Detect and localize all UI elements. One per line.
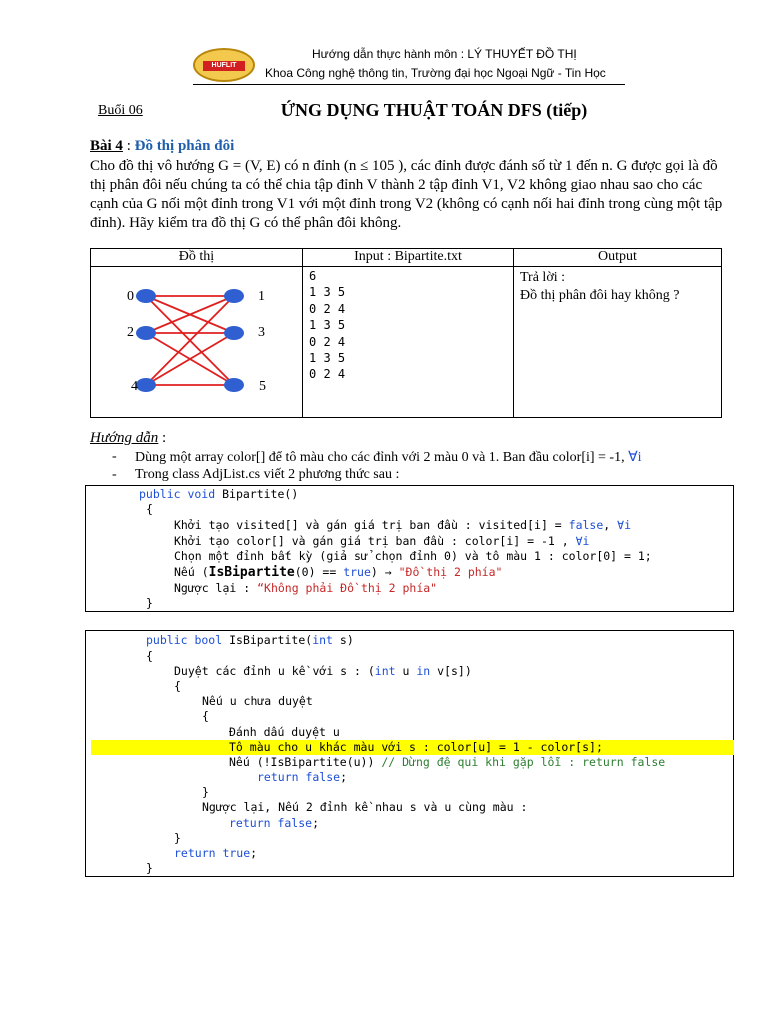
exercise-heading — [90, 138, 234, 155]
code2-line-12: Ngược lại, Nếu 2 đỉnh kề nhau s và u cùng màu : — [202, 800, 528, 814]
node-label-4: 4 — [131, 379, 138, 394]
graph-node-0 — [136, 289, 156, 303]
exercise-line-4: đỉnh). Hãy kiểm tra đồ thị G có thể phân đôi không. — [90, 215, 402, 231]
code2-line-9: Nếu (!IsBipartite(u)) // Dừng đệ qui khi gặp lỗi : return false — [229, 755, 666, 769]
table-header-output: Output — [514, 249, 722, 267]
code-block-isbipartite — [85, 630, 734, 877]
code1-line-8: } — [146, 596, 153, 610]
output-cell — [514, 267, 722, 418]
code2-line-6: { — [202, 709, 209, 723]
exercise-name: Đồ thị phân đôi — [134, 138, 235, 154]
code1-line-3: Khởi tạo visited[] và gán giá trị ban đầu : visited[i] = false, ∀i — [174, 518, 631, 532]
code2-line-1: public bool IsBipartite(int s) — [146, 633, 354, 647]
node-label-5: 5 — [259, 379, 266, 394]
page-title: ỨNG DỤNG THUẬT TOÁN DFS (tiếp) — [280, 100, 588, 120]
input-text: 6 1 3 5 0 2 4 1 3 5 0 2 4 1 3 5 0 2 4 — [309, 269, 346, 382]
node-label-0: 0 — [127, 289, 134, 304]
code2-line-14: } — [174, 831, 181, 845]
guide-heading-text: Hướng dẫn — [90, 430, 159, 446]
code2-line-11: } — [202, 785, 209, 799]
table-header-graph: Đồ thị — [91, 249, 303, 267]
graph-edges — [146, 296, 234, 385]
graph-node-5 — [224, 378, 244, 392]
node-label-2: 2 — [127, 325, 134, 340]
header-line-1: Hướng dẫn thực hành môn : LÝ THUYẾT ĐỒ THỊ — [312, 47, 577, 61]
graph-cell — [91, 267, 303, 418]
session-label: Buổi 06 — [98, 103, 143, 118]
huflit-logo — [193, 48, 255, 82]
code1-line-5: Chọn một đỉnh bất kỳ (giả sử chọn đỉnh 0) và tô màu 1 : color[0] = 1; — [174, 549, 652, 563]
example-table — [90, 248, 722, 418]
code1-line-1: public void Bipartite() — [139, 487, 299, 501]
table-header-input: Input : Bipartite.txt — [303, 249, 514, 267]
exercise-line-3: cạnh của G nối một đỉnh trong V1 với một đỉnh trong V2 (không có cạnh nối hai đỉnh trong cùng một tập — [90, 196, 723, 212]
node-label-1: 1 — [258, 289, 265, 304]
exercise-line-1: Cho đồ thị vô hướng G = (V, E) có n đỉnh (n ≤ 105 ), các đỉnh được đánh số từ 1 đến n. G được gọi là đồ — [90, 158, 718, 174]
header-line-2: Khoa Công nghệ thông tin, Trường đại học Ngoại Ngữ - Tin Học — [265, 66, 606, 80]
output-line-1: Trả lời : — [520, 270, 566, 285]
code1-line-4: Khởi tạo color[] và gán giá trị ban đầu : color[i] = -1 , ∀i — [174, 534, 590, 548]
code1-line-6: Nếu (IsBipartite(0) == true) → "Đồ thị 2 phía" — [174, 565, 503, 580]
header-rule — [193, 84, 625, 85]
exercise-number: Bài 4 — [90, 138, 123, 154]
code2-line-4: { — [174, 679, 181, 693]
node-label-3: 3 — [258, 325, 265, 340]
graph-node-1 — [224, 289, 244, 303]
graph-node-2 — [136, 326, 156, 340]
code2-line-2: { — [146, 649, 153, 663]
output-line-2: Đồ thị phân đôi hay không ? — [520, 288, 680, 303]
code2-line-16: } — [146, 861, 153, 875]
code2-line-8-highlight — [91, 740, 734, 755]
exercise-sep: : — [122, 138, 135, 154]
guide-heading — [90, 430, 166, 447]
code2-line-10: return false; — [257, 770, 348, 784]
code2-line-7: Đánh dấu duyệt u — [229, 725, 340, 739]
code2-line-8: Tô màu cho u khác màu với s : color[u] = 1 - color[s]; — [229, 740, 603, 754]
code2-line-3: Duyệt các đỉnh u kề với s : (int u in v[s]) — [174, 664, 472, 678]
input-cell — [303, 267, 514, 418]
exercise-line-2: thị phân đôi nếu chúng ta có thể chia tập đỉnh V thành 2 tập đỉnh V1, V2 không giao nhau sao cho các — [90, 177, 703, 193]
guide-bullet-1-text: Dùng một array color[] để tô màu cho các đỉnh với 2 màu 0 và 1. Ban đầu color[i] = -1, ∀i — [135, 450, 642, 465]
guide-bullet-2-text: Trong class AdjList.cs viết 2 phương thức sau : — [135, 467, 400, 482]
logo-text: HUFLIT — [203, 61, 245, 71]
code-block-bipartite — [85, 485, 734, 612]
bipartite-graph — [91, 267, 301, 412]
code1-line-2: { — [146, 502, 153, 516]
graph-node-4 — [136, 378, 156, 392]
code2-line-5: Nếu u chưa duyệt — [202, 694, 313, 708]
guide-heading-colon: : — [158, 430, 167, 446]
graph-node-3 — [224, 326, 244, 340]
code1-line-7: Ngược lại : “Không phải Đồ thị 2 phía" — [174, 581, 438, 595]
code2-line-13: return false; — [229, 816, 320, 830]
code2-line-15: return true; — [174, 846, 258, 860]
